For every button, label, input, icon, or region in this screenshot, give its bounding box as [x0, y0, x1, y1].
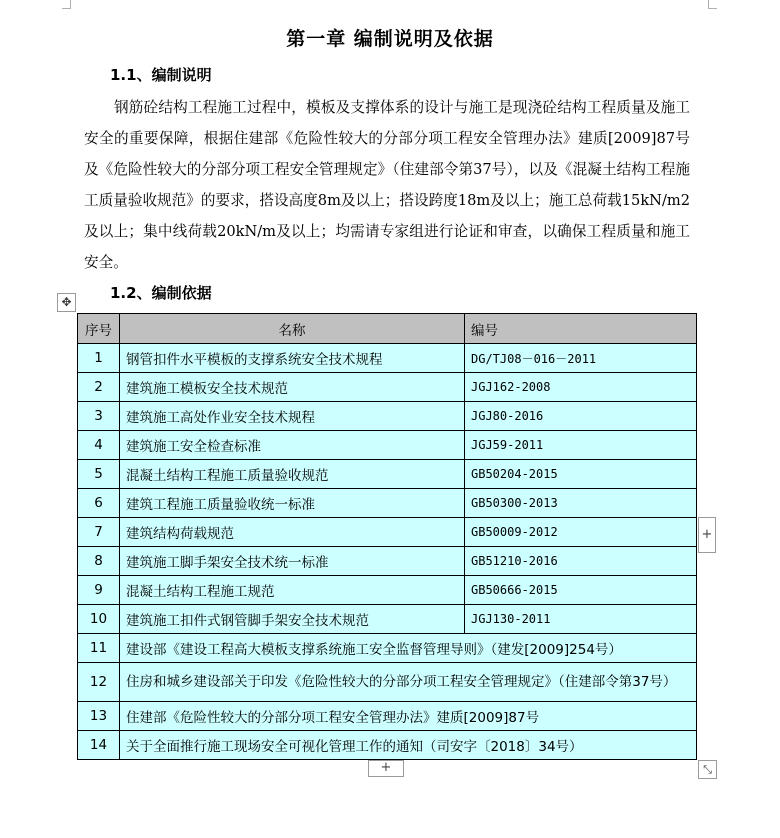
row-merged-text: 住房和城乡建设部关于印发《危险性较大的分部分项工程安全管理规定》（住建部令第37号）	[120, 663, 697, 702]
table-row	[78, 489, 697, 518]
header-code: 编号	[465, 314, 697, 344]
row-index: 4	[78, 431, 120, 460]
table-row	[78, 547, 697, 576]
table-row	[78, 431, 697, 460]
row-merged-text: 关于全面推行施工现场安全可视化管理工作的通知（司安字〔2018〕34号）	[120, 731, 697, 760]
row-merged-text: 建设部《建设工程高大模板支撑系统施工安全监督管理导则》（建发[2009]254号）	[120, 634, 697, 663]
basis-table	[77, 313, 697, 760]
table-row	[78, 460, 697, 489]
row-code: DG/TJ08－016－2011	[465, 344, 697, 373]
row-index: 2	[78, 373, 120, 402]
row-index: 12	[78, 663, 120, 702]
table-row-merged	[78, 731, 697, 760]
chapter-title: 第一章 编制说明及依据	[286, 28, 494, 50]
row-name: 建筑工程施工质量验收统一标准	[120, 489, 465, 518]
table-row	[78, 402, 697, 431]
row-name: 建筑施工高处作业安全技术规程	[120, 402, 465, 431]
row-code: JGJ80-2016	[465, 402, 697, 431]
row-name: 建筑施工脚手架安全技术统一标准	[120, 547, 465, 576]
page-corner-mark-right	[708, 0, 717, 9]
description-paragraph: 钢筋砼结构工程施工过程中，模板及支撑体系的设计与施工是现浇砼结构工程质量及施工安全的重要保障，根据住建部《危险性较大的分部分项工程安全管理办法》建质[2009]87号及《危险性较大的分部分项工程安全管理规定》（住建部令第37号），以及《混凝土结构工程施工质量验收规范》的要求，搭设高度8m及以上；搭设跨度18m及以上；施工总荷载15kN/m2及以上；集中线荷载20kN/m及以上；均需请专家组进行论证和审查，以确保工程质量和施工安全。	[84, 99, 690, 271]
row-name: 建筑结构荷载规范	[120, 518, 465, 547]
row-name: 混凝土结构工程施工规范	[120, 576, 465, 605]
row-index: 8	[78, 547, 120, 576]
row-code: GB50009-2012	[465, 518, 697, 547]
table-row	[78, 576, 697, 605]
table-row-merged	[78, 663, 697, 702]
add-column-button[interactable]: +	[698, 517, 716, 553]
header-index: 序号	[78, 314, 120, 344]
row-index: 11	[78, 634, 120, 663]
row-name: 钢管扣件水平模板的支撑系统安全技术规程	[120, 344, 465, 373]
row-index: 14	[78, 731, 120, 760]
table-row	[78, 373, 697, 402]
row-code: JGJ162-2008	[465, 373, 697, 402]
row-code: GB51210-2016	[465, 547, 697, 576]
row-index: 6	[78, 489, 120, 518]
row-index: 5	[78, 460, 120, 489]
row-merged-text: 住建部《危险性较大的分部分项工程安全管理办法》建质[2009]87号	[120, 702, 697, 731]
row-name: 建筑施工扣件式钢管脚手架安全技术规范	[120, 605, 465, 634]
row-index: 7	[78, 518, 120, 547]
row-code: GB50300-2013	[465, 489, 697, 518]
table-row	[78, 605, 697, 634]
row-name: 建筑施工模板安全技术规范	[120, 373, 465, 402]
section-heading-basis: 1.2、编制依据	[110, 284, 212, 302]
table-resize-icon[interactable]: ⤡	[698, 760, 717, 779]
table-row	[78, 518, 697, 547]
row-index: 9	[78, 576, 120, 605]
row-name: 建筑施工安全检查标准	[120, 431, 465, 460]
row-code: GB50204-2015	[465, 460, 697, 489]
table-header-row	[78, 314, 697, 344]
row-index: 3	[78, 402, 120, 431]
row-name: 混凝土结构工程施工质量验收规范	[120, 460, 465, 489]
table-row	[78, 344, 697, 373]
row-index: 1	[78, 344, 120, 373]
row-code: GB50666-2015	[465, 576, 697, 605]
add-row-button[interactable]: +	[368, 760, 404, 777]
row-index: 10	[78, 605, 120, 634]
header-name: 名称	[120, 314, 465, 344]
section-heading-description: 1.1、编制说明	[110, 66, 212, 84]
row-code: JGJ59-2011	[465, 431, 697, 460]
table-move-icon[interactable]: ✥	[57, 293, 76, 312]
table-row-merged	[78, 702, 697, 731]
page-corner-mark-left	[62, 0, 71, 9]
table-row-merged	[78, 634, 697, 663]
row-index: 13	[78, 702, 120, 731]
row-code: JGJ130-2011	[465, 605, 697, 634]
